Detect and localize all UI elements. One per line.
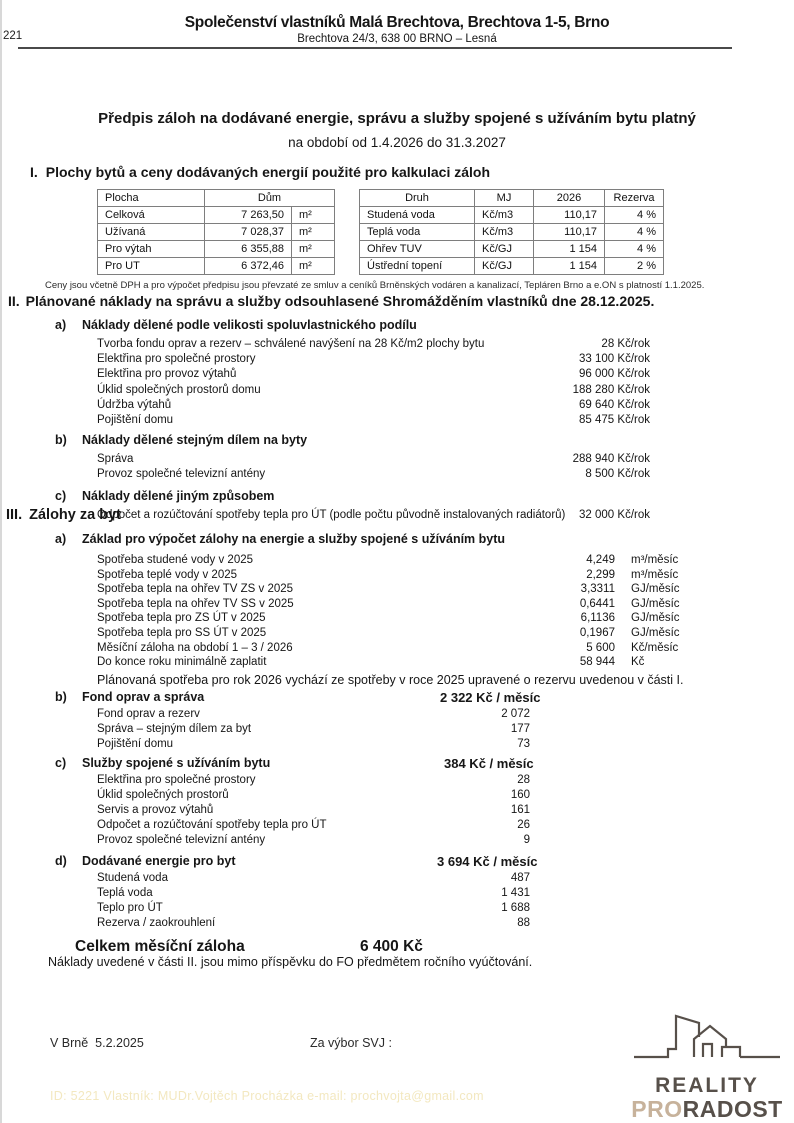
item-label: Elektřina pro společné prostory	[97, 353, 256, 366]
cell-label: Pro výtah	[98, 241, 205, 258]
list-item	[97, 833, 530, 848]
item-label: Teplo pro ÚT	[97, 901, 163, 914]
item-value: 58 944	[579, 656, 615, 669]
item-unit: Kč	[631, 656, 645, 669]
item-value: 1 688	[501, 901, 530, 914]
sub-title: Fond oprav a správa	[82, 689, 205, 704]
page-number: 221	[3, 30, 23, 42]
item-value: 487	[510, 871, 530, 884]
item-value: 2,299	[586, 568, 615, 581]
item-unit: m³/měsíc	[631, 568, 679, 581]
sub-title: Základ pro výpočet zálohy na energie a služby spojené s užíváním bytu	[82, 532, 506, 546]
item-value: 0,6441	[579, 597, 615, 610]
reality-proradost-logo	[624, 1013, 790, 1121]
header-cell: Dům	[205, 190, 335, 207]
list-item	[97, 803, 530, 818]
cell-rezerva: 4 %	[605, 224, 664, 241]
cell-label: Ústřední topení	[360, 258, 475, 275]
item-label: Správa – stejným dílem za byt	[97, 722, 252, 735]
doc-address: Brechtova 24/3, 638 00 BRNO – Lesná	[297, 33, 497, 45]
item-label: Spotřeba tepla pro ZS ÚT v 2025	[97, 612, 266, 625]
item-label: Úklid společných prostorů	[97, 788, 229, 801]
list-item	[97, 568, 691, 583]
item-value: 288 940 Kč/rok	[572, 453, 650, 466]
cell-label: Pro UT	[98, 258, 205, 275]
list-item	[97, 553, 691, 568]
section-number: II.	[8, 293, 20, 309]
cell-rezerva: 4 %	[605, 241, 664, 258]
list-item	[97, 641, 691, 656]
item-label: Studená voda	[97, 871, 168, 884]
sub-amount: 2 322 Kč / měsíc	[440, 689, 541, 705]
price-footnote: Ceny jsou včetně DPH a pro výpočet předpisu jsou převzaté ze smluv a ceníků Brněnských vodáren a kanalizací, Tepláren Brno a e.ON s platností 1.1.2025.	[45, 280, 705, 291]
sub-c-heading	[0, 755, 794, 772]
item-label: Údržba výtahů	[97, 398, 172, 411]
sub-amount: 384 Kč / měsíc	[444, 755, 534, 771]
sub-letter: b)	[55, 433, 67, 448]
item-label: Odpočet a rozúčtování spotřeby tepla pro ÚT (podle počtu původně instalovaných radiátorů)	[97, 508, 566, 521]
header-cell: MJ	[475, 190, 534, 207]
item-value: 33 100 Kč/rok	[579, 353, 650, 366]
list-item	[97, 398, 650, 413]
sub-b-items	[0, 452, 794, 482]
item-value: 8 500 Kč/rok	[585, 468, 650, 481]
org-name: Společenství vlastníků Malá Brechtova, Brechtova 1-5, Brno	[184, 14, 610, 31]
list-item	[97, 871, 530, 886]
logo-text-proradost	[624, 1097, 790, 1121]
item-value: 2 072	[501, 707, 530, 720]
item-label: Správa	[97, 453, 134, 466]
section-3	[0, 505, 794, 957]
cell-label: Užívaná	[98, 224, 205, 241]
section-number: III.	[6, 507, 23, 523]
section-title: Plánované náklady na správu a služby odsouhlasené Shromážděním vlastníků dne 28.12.2025.	[25, 293, 655, 309]
table-row	[98, 241, 335, 258]
doc-header	[0, 14, 794, 45]
section-2	[0, 291, 794, 523]
sub-amount: 3 694 Kč / měsíc	[437, 853, 538, 869]
item-label: Spotřeba teplé vody v 2025	[97, 568, 238, 581]
header-cell: 2026	[534, 190, 605, 207]
item-value: 3,3311	[580, 583, 615, 596]
sub-letter: a)	[55, 532, 67, 546]
closing-note: Náklady uvedené v části II. jsou mimo příspěvku do FO předmětem ročního vyúčtování.	[48, 955, 533, 969]
item-value: 73	[517, 737, 530, 750]
item-label: Spotřeba studené vody v 2025	[97, 554, 254, 566]
item-label: Do konce roku minimálně zaplatit	[97, 656, 267, 669]
cell-mj: Kč/GJ	[475, 241, 534, 258]
table-row	[98, 224, 335, 241]
total-amount: 6 400 Kč	[360, 937, 423, 955]
item-label: Elektřina pro provoz výtahů	[97, 368, 237, 381]
list-item	[97, 352, 650, 367]
list-item	[97, 413, 650, 428]
cell-mj: Kč/GJ	[475, 258, 534, 275]
sub-title: Náklady dělené podle velikosti spoluvlastnického podílu	[82, 318, 417, 332]
table-header-row	[98, 190, 335, 207]
logo-text-pro: PRO	[631, 1096, 683, 1122]
item-label: Měsíční záloha na období 1 – 3 / 2026	[97, 641, 293, 654]
section-title: Zálohy za byt	[29, 507, 121, 523]
list-item	[97, 818, 530, 833]
list-item	[97, 655, 691, 670]
header-cell: Plocha	[98, 190, 205, 207]
sub-letter: c)	[55, 488, 67, 503]
item-value: 6,1136	[580, 612, 615, 625]
cell-rezerva: 4 %	[605, 207, 664, 224]
owner-id-line: ID: 5221 Vlastník: MUDr.Vojtěch Procházka e-mail: prochvojta@gmail.com	[50, 1089, 484, 1103]
item-unit: GJ/měsíc	[631, 583, 680, 596]
cell-label: Celková	[98, 207, 205, 224]
sub-a-heading	[0, 317, 794, 334]
item-value: 69 640 Kč/rok	[579, 398, 650, 411]
area-table	[97, 189, 335, 275]
title-block	[0, 110, 794, 150]
sub-letter: c)	[55, 755, 67, 770]
cell-price: 1 154	[534, 241, 605, 258]
list-item	[97, 467, 650, 482]
sub-a-items	[0, 337, 794, 428]
table-row	[360, 258, 664, 275]
item-value: 0,1967	[579, 626, 615, 639]
sub-b-heading	[0, 432, 794, 449]
item-label: Úklid společných prostorů domu	[97, 383, 261, 396]
consumption-note: Plánovaná spotřeba pro rok 2026 vychází ze spotřeby v roce 2025 upravené o rezervu uvedenou v části I.	[97, 672, 684, 687]
item-label: Pojištění domu	[97, 737, 174, 750]
item-label: Fond oprav a rezerv	[97, 707, 200, 720]
item-value: 5 600	[586, 641, 615, 654]
list-item	[97, 773, 530, 788]
item-label: Elektřina pro společné prostory	[97, 773, 256, 786]
list-item	[97, 901, 530, 916]
section-1-heading	[0, 162, 794, 182]
cell-rezerva: 2 %	[605, 258, 664, 275]
price-table	[359, 189, 664, 275]
table-row	[360, 241, 664, 258]
cell-unit: m²	[292, 224, 335, 241]
item-value: 96 000 Kč/rok	[579, 368, 650, 381]
item-label: Pojištění domu	[97, 414, 174, 427]
item-value: 9	[523, 833, 530, 846]
item-label: Provoz společné televizní antény	[97, 468, 266, 481]
item-value: 28 Kč/rok	[601, 338, 650, 350]
cell-label: Teplá voda	[360, 224, 475, 241]
sub-c-heading	[0, 488, 794, 505]
cell-unit: m²	[292, 258, 335, 275]
table-header-row	[360, 190, 664, 207]
item-label: Spotřeba tepla na ohřev TV ZS v 2025	[97, 583, 294, 596]
list-item	[97, 367, 650, 382]
item-value: 28	[517, 773, 530, 786]
section-2-heading	[0, 291, 794, 311]
header-rule	[18, 47, 732, 49]
table-row	[98, 258, 335, 275]
item-value: 188 280 Kč/rok	[572, 383, 650, 396]
cell-value: 6 372,46	[205, 258, 292, 275]
list-item	[97, 722, 530, 737]
sub-b-heading	[0, 689, 794, 706]
item-unit: GJ/měsíc	[631, 612, 680, 625]
signature-label: Za výbor SVJ :	[310, 1036, 392, 1050]
logo-text-reality: REALITY	[655, 1074, 759, 1097]
list-item	[97, 611, 691, 626]
sub-a-heading	[0, 531, 794, 548]
item-value: 26	[517, 818, 530, 831]
cell-label: Studená voda	[360, 207, 475, 224]
item-label: Rezerva / zaokrouhlení	[97, 916, 216, 929]
item-value: 160	[510, 788, 530, 801]
cell-unit: m²	[292, 207, 335, 224]
total-monthly-row	[0, 937, 794, 957]
list-item	[97, 916, 530, 931]
section-number: I.	[30, 164, 38, 180]
sub-title: Náklady dělené stejným dílem na byty	[82, 433, 308, 448]
item-unit: GJ/měsíc	[631, 597, 680, 610]
sub-letter: a)	[55, 318, 67, 332]
table-row	[360, 224, 664, 241]
item-label: Servis a provoz výtahů	[97, 803, 214, 816]
doc-title: Předpis záloh na dodávané energie, správu a služby spojené s užíváním bytu platný	[98, 110, 696, 127]
section-title: Plochy bytů a ceny dodávaných energií použité pro kalkulaci záloh	[45, 164, 491, 180]
item-unit: m³/měsíc	[631, 554, 679, 566]
item-label: Teplá voda	[97, 886, 153, 899]
list-item	[97, 383, 650, 398]
item-label: Spotřeba tepla pro SS ÚT v 2025	[97, 626, 267, 639]
place-date: V Brně 5.2.2025	[50, 1036, 144, 1050]
list-item	[97, 707, 530, 722]
item-value: 85 475 Kč/rok	[579, 414, 650, 427]
item-value: 1 431	[501, 886, 530, 899]
item-value: 177	[510, 722, 530, 735]
sub-b-items	[0, 707, 794, 752]
sub-c-items	[0, 773, 794, 848]
sub-d-heading	[0, 853, 794, 870]
list-item	[97, 886, 530, 901]
list-item	[97, 626, 691, 641]
buildings-icon	[632, 1013, 782, 1069]
header-cell: Druh	[360, 190, 475, 207]
cell-price: 110,17	[534, 207, 605, 224]
doc-period: na období od 1.4.2026 do 31.3.2027	[288, 135, 506, 150]
cell-value: 6 355,88	[205, 241, 292, 258]
list-item	[97, 788, 530, 803]
list-item	[97, 452, 650, 467]
table-row	[98, 207, 335, 224]
item-value: 161	[510, 803, 530, 816]
cell-price: 1 154	[534, 258, 605, 275]
cell-mj: Kč/m3	[475, 207, 534, 224]
table-row	[360, 207, 664, 224]
section-3-heading	[0, 505, 794, 525]
item-label: Provoz společné televizní antény	[97, 833, 266, 846]
sub-title: Náklady dělené jiným způsobem	[82, 488, 275, 503]
cell-label: Ohřev TUV	[360, 241, 475, 258]
item-unit: Kč/měsíc	[631, 641, 679, 654]
tables-row	[97, 189, 794, 275]
item-value: 88	[517, 916, 530, 929]
sub-d-items	[0, 871, 794, 931]
sub-letter: d)	[55, 853, 67, 868]
sub-title: Dodávané energie pro byt	[82, 853, 236, 868]
item-unit: GJ/měsíc	[631, 626, 680, 639]
logo-text-radost: RADOST	[682, 1096, 783, 1122]
list-item	[97, 582, 691, 597]
list-item	[97, 337, 650, 352]
sub-title: Služby spojené s užíváním bytu	[82, 755, 271, 770]
cell-value: 7 028,37	[205, 224, 292, 241]
cell-mj: Kč/m3	[475, 224, 534, 241]
total-label: Celkem měsíční záloha	[75, 937, 245, 955]
section-1	[0, 162, 794, 291]
item-label: Spotřeba tepla na ohřev TV SS v 2025	[97, 597, 294, 610]
sub-letter: b)	[55, 689, 67, 704]
item-value: 32 000 Kč/rok	[579, 508, 650, 521]
cell-value: 7 263,50	[205, 207, 292, 224]
item-value: 4,249	[586, 554, 615, 566]
list-item	[97, 737, 530, 752]
header-cell: Rezerva	[605, 190, 664, 207]
item-label: Tvorba fondu oprav a rezerv – schválené navýšení na 28 Kč/m2 plochy bytu	[97, 338, 485, 350]
cell-price: 110,17	[534, 224, 605, 241]
sub-a-items	[0, 553, 794, 670]
cell-unit: m²	[292, 241, 335, 258]
list-item	[97, 597, 691, 612]
item-label: Odpočet a rozúčtování spotřeby tepla pro ÚT	[97, 818, 327, 831]
